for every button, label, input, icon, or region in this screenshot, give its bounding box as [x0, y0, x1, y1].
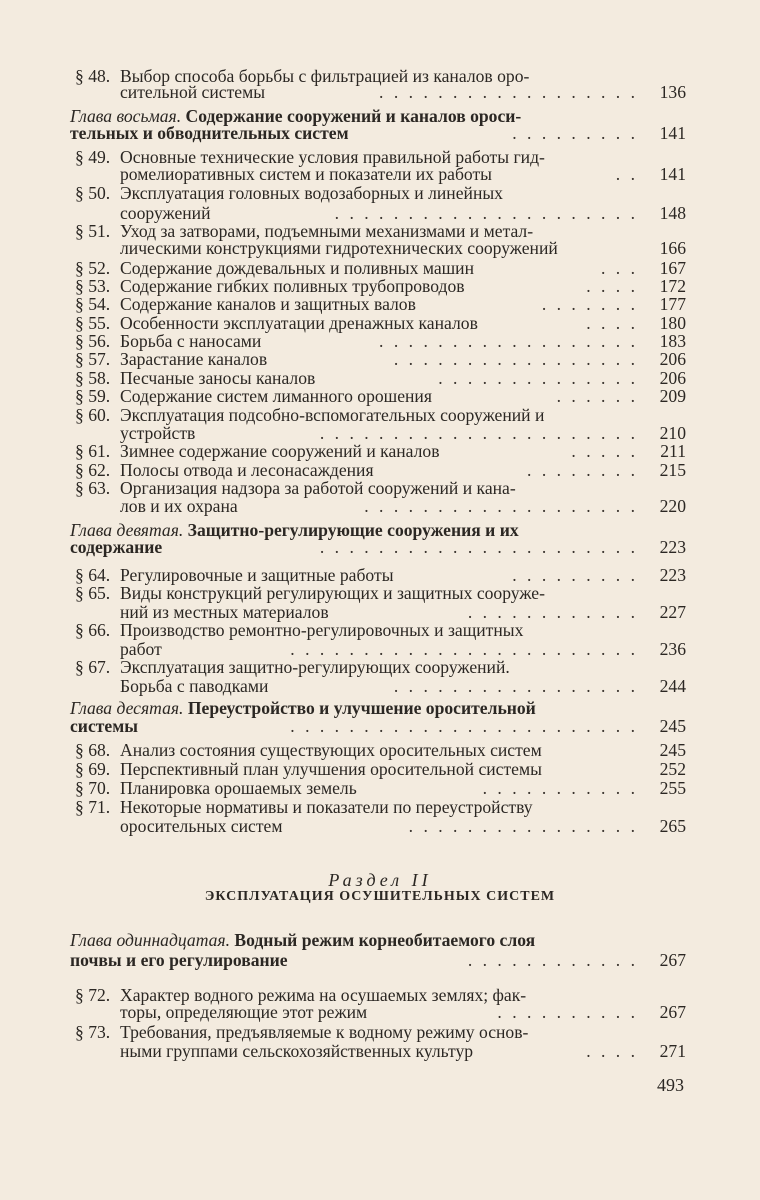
page-ref: 211 — [660, 441, 686, 461]
entry-text: Производство ремонтно-регулировочных и защитных — [120, 620, 524, 640]
dot-leader: . . . . . . . . . . . . . . . . . . — [379, 331, 638, 351]
toc-line — [0, 496, 760, 516]
dot-leader: . . . . . . . — [541, 294, 638, 314]
entry-text: Выбор способа борьбы с фильтрацией из каналов оро- — [120, 66, 530, 86]
chapter-title-continued: системы — [70, 716, 138, 736]
toc-line — [0, 82, 760, 102]
dot-leader: . . . . . . . . . — [512, 123, 638, 143]
dot-leader: . . . . — [586, 1041, 638, 1061]
toc-line — [0, 368, 760, 388]
toc-line — [0, 639, 760, 659]
chapter-label: Глава десятая. — [70, 698, 184, 718]
page-ref: 223 — [659, 537, 686, 557]
toc-line — [0, 740, 760, 760]
entry-text: Некоторые нормативы и показатели по переустройству — [120, 797, 533, 817]
page-ref: 223 — [659, 565, 686, 585]
toc-line — [0, 1041, 760, 1061]
toc-line — [0, 797, 760, 817]
entry-text: Уход за затворами, подъемными механизмами и метал- — [120, 221, 534, 241]
toc-line — [0, 478, 760, 498]
dot-leader: . . . . . . . . . . . . — [467, 950, 638, 970]
entry-text: Особенности эксплуатации дренажных каналов — [120, 313, 478, 333]
page-ref: 141 — [659, 123, 686, 143]
section-number: § 52. — [75, 258, 111, 278]
page-number: 493 — [657, 1075, 684, 1095]
toc-line — [0, 1002, 760, 1022]
page-ref: 265 — [659, 816, 686, 836]
entry-text: Планировка орошаемых земель — [120, 778, 357, 798]
page-ref: 227 — [659, 602, 686, 622]
dot-leader: . . . . — [586, 276, 638, 296]
entry-text: Борьба с паводками — [120, 676, 269, 696]
toc-line — [0, 258, 760, 278]
entry-text: Эксплуатация защитно-регулирующих сооружений. — [120, 657, 510, 677]
entry-text: устройств — [120, 423, 196, 443]
page-ref: 141 — [659, 164, 686, 184]
toc-line — [0, 1022, 760, 1042]
page-ref: 267 — [659, 1002, 686, 1022]
section-number: § 67. — [75, 657, 111, 677]
entry-text: Песчаные заносы каналов — [120, 368, 316, 388]
section-number: § 51. — [75, 221, 111, 241]
dot-leader: . . . . . . . . . . . . . . . . . . . . . — [334, 203, 638, 223]
section-number: § 65. — [75, 583, 111, 603]
section-number: § 64. — [75, 565, 111, 585]
dot-leader: . . . . . . . . . . . . . . . . . — [393, 676, 638, 696]
entry-text: Эксплуатация головных водозаборных и линейных — [120, 183, 503, 203]
entry-text: Виды конструкций регулирующих и защитных сооруже- — [120, 583, 545, 603]
toc-line — [0, 460, 760, 480]
section-number: § 70. — [75, 778, 111, 798]
page-ref: 180 — [659, 313, 686, 333]
entry-text: Борьба с наносами — [120, 331, 262, 351]
toc-line — [0, 602, 760, 622]
chapter-title: Водный режим корнеобитаемого слоя — [229, 930, 536, 950]
section-number: § 56. — [75, 331, 111, 351]
dot-leader: . . . — [601, 258, 638, 278]
page-ref: 183 — [659, 331, 686, 351]
section-title: ЭКСПЛУАТАЦИЯ ОСУШИТЕЛЬНЫХ СИСТЕМ — [204, 889, 556, 904]
chapter-label: Глава восьмая. — [70, 106, 182, 126]
section-number: § 66. — [75, 620, 111, 640]
entry-text: торы, определяющие этот режим — [120, 1002, 368, 1022]
chapter-label: Глава девятая. — [70, 520, 184, 540]
toc-line — [0, 716, 760, 736]
chapter-heading — [70, 698, 536, 718]
page-ref: 210 — [659, 423, 686, 443]
entry-text: Содержание дождевальных и поливных машин — [120, 258, 475, 278]
entry-text: Содержание гибких поливных трубопроводов — [120, 276, 465, 296]
dot-leader: . . . . . . . . . . — [497, 1002, 638, 1022]
page-ref: 136 — [659, 82, 686, 102]
toc-line — [0, 423, 760, 443]
page-ref: 255 — [659, 778, 686, 798]
page-ref: 245 — [659, 716, 686, 736]
section-number: § 55. — [75, 313, 111, 333]
entry-text: Организация надзора за работой сооружений и кана- — [120, 478, 516, 498]
section-number: § 60. — [75, 405, 111, 425]
entry-text: ний из местных материалов — [120, 602, 329, 622]
toc-line — [0, 930, 760, 950]
toc-line — [0, 386, 760, 406]
entry-text: ромелиоративных систем и показатели их работы — [120, 164, 493, 184]
dot-leader: . . . . — [586, 313, 638, 333]
dot-leader: . . . . . . . . — [527, 460, 638, 480]
dot-leader: . . . . . . . . . . . . . . . . . . . . . . . . — [290, 716, 638, 736]
section-number: § 69. — [75, 759, 111, 779]
section-number: § 63. — [75, 478, 111, 498]
page-ref: 236 — [659, 639, 686, 659]
chapter-title: Защитно-регулирующие сооружения и их — [183, 520, 519, 540]
page-ref: 206 — [659, 349, 686, 369]
section-number: § 72. — [75, 985, 111, 1005]
page-ref: 267 — [659, 950, 686, 970]
entry-text: Основные технические условия правильной работы гид- — [120, 147, 545, 167]
page-ref: 244 — [659, 676, 686, 696]
toc-line — [0, 203, 760, 223]
toc-line — [0, 537, 760, 557]
toc-line — [0, 349, 760, 369]
chapter-title: Переустройство и улучшение оросительной — [183, 698, 536, 718]
entry-text: лическими конструкциями гидротехнических сооружений — [120, 238, 558, 258]
toc-line — [0, 405, 760, 425]
chapter-heading — [70, 930, 535, 950]
section-number: § 58. — [75, 368, 111, 388]
dot-leader: . . . . . . . . . . . . — [467, 602, 638, 622]
chapter-title: Содержание сооружений и каналов ороси- — [181, 106, 522, 126]
entry-text: Перспективный план улучшения оросительной системы — [120, 759, 542, 779]
toc-line — [0, 950, 760, 970]
dot-leader: . . . . . — [571, 441, 638, 461]
chapter-title-continued: содержание — [70, 537, 163, 557]
section-number: § 71. — [75, 797, 111, 817]
section-label: Раздел II — [328, 870, 432, 890]
section-number: § 61. — [75, 441, 111, 461]
section-number: § 68. — [75, 740, 111, 760]
toc-line — [0, 657, 760, 677]
toc-line — [0, 565, 760, 585]
section-number: § 50. — [75, 183, 111, 203]
section-number: § 57. — [75, 349, 111, 369]
chapter-title-continued: почвы и его регулирование — [70, 950, 288, 970]
section-number: § 49. — [75, 147, 111, 167]
toc-line — [0, 331, 760, 351]
section-number: § 48. — [75, 66, 111, 86]
toc-line — [0, 164, 760, 184]
entry-text: работ — [120, 639, 162, 659]
entry-text: лов и их охрана — [120, 496, 238, 516]
entry-text: ными группами сельскохозяйственных культур — [120, 1041, 474, 1061]
entry-text: Содержание каналов и защитных валов — [120, 294, 416, 314]
page-ref: 167 — [659, 258, 686, 278]
page-ref: 172 — [659, 276, 686, 296]
dot-leader: . . . . . . . . . . . . . . . . . . . . . . . . — [290, 639, 638, 659]
dot-leader: . . . . . . . . . . . . . . — [438, 368, 638, 388]
page-ref: 209 — [659, 386, 686, 406]
page-ref: 252 — [659, 759, 686, 779]
toc-line — [0, 620, 760, 640]
dot-leader: . . . . . . . . . . . — [482, 778, 638, 798]
entry-text: Анализ состояния существующих оросительных систем — [120, 740, 542, 760]
dot-leader: . . . . . . — [556, 386, 638, 406]
dot-leader: . . — [615, 164, 638, 184]
entry-text: Характер водного режима на осушаемых землях; фак- — [120, 985, 527, 1005]
entry-text: сительной системы — [120, 82, 266, 102]
entry-text: сооружений — [120, 203, 211, 223]
section-number: § 62. — [75, 460, 111, 480]
toc-line — [0, 276, 760, 296]
section-number: § 54. — [75, 294, 111, 314]
toc-line — [0, 441, 760, 461]
section-number: § 59. — [75, 386, 111, 406]
entry-text: Зарастание каналов — [120, 349, 268, 369]
section-number: § 53. — [75, 276, 111, 296]
toc-line — [0, 816, 760, 836]
entry-text: Регулировочные и защитные работы — [120, 565, 394, 585]
toc-line — [0, 183, 760, 203]
page-ref: 206 — [659, 368, 686, 388]
chapter-label: Глава одиннадцатая. — [70, 930, 230, 950]
dot-leader: . . . . . . . . . . . . . . . . . — [393, 349, 638, 369]
toc-line — [0, 583, 760, 603]
entry-text: Эксплуатация подсобно-вспомогательных сооружений и — [120, 405, 545, 425]
page-ref: 271 — [659, 1041, 686, 1061]
toc-line — [0, 778, 760, 798]
entry-text: Содержание систем лиманного орошения — [120, 386, 432, 406]
toc-line — [0, 238, 760, 258]
page-ref: 177 — [659, 294, 686, 314]
toc-line — [0, 294, 760, 314]
dot-leader: . . . . . . . . . . . . . . . . — [408, 816, 638, 836]
entry-text: Зимнее содержание сооружений и каналов — [120, 441, 440, 461]
dot-leader: . . . . . . . . . . . . . . . . . . — [379, 82, 638, 102]
page-ref: 166 — [659, 238, 686, 258]
toc-line — [0, 698, 760, 718]
dot-leader: . . . . . . . . . . . . . . . . . . . — [364, 496, 638, 516]
page-ref: 220 — [659, 496, 686, 516]
chapter-title-continued: тельных и обводнительных систем — [70, 123, 349, 143]
dot-leader: . . . . . . . . . . . . . . . . . . . . . . — [319, 423, 638, 443]
page-ref: 148 — [659, 203, 686, 223]
entry-text: оросительных систем — [120, 816, 283, 836]
toc-line — [0, 676, 760, 696]
toc-line — [0, 123, 760, 143]
dot-leader: . . . . . . . . . — [512, 565, 638, 585]
toc-line — [0, 759, 760, 779]
section-number: § 73. — [75, 1022, 111, 1042]
entry-text: Требования, предъявляемые к водному режиму основ- — [120, 1022, 529, 1042]
page-ref: 215 — [659, 460, 686, 480]
toc-line — [0, 313, 760, 333]
dot-leader: . . . . . . . . . . . . . . . . . . . . . . — [319, 537, 638, 557]
page-ref: 245 — [659, 740, 686, 760]
entry-text: Полосы отвода и лесонасаждения — [120, 460, 374, 480]
